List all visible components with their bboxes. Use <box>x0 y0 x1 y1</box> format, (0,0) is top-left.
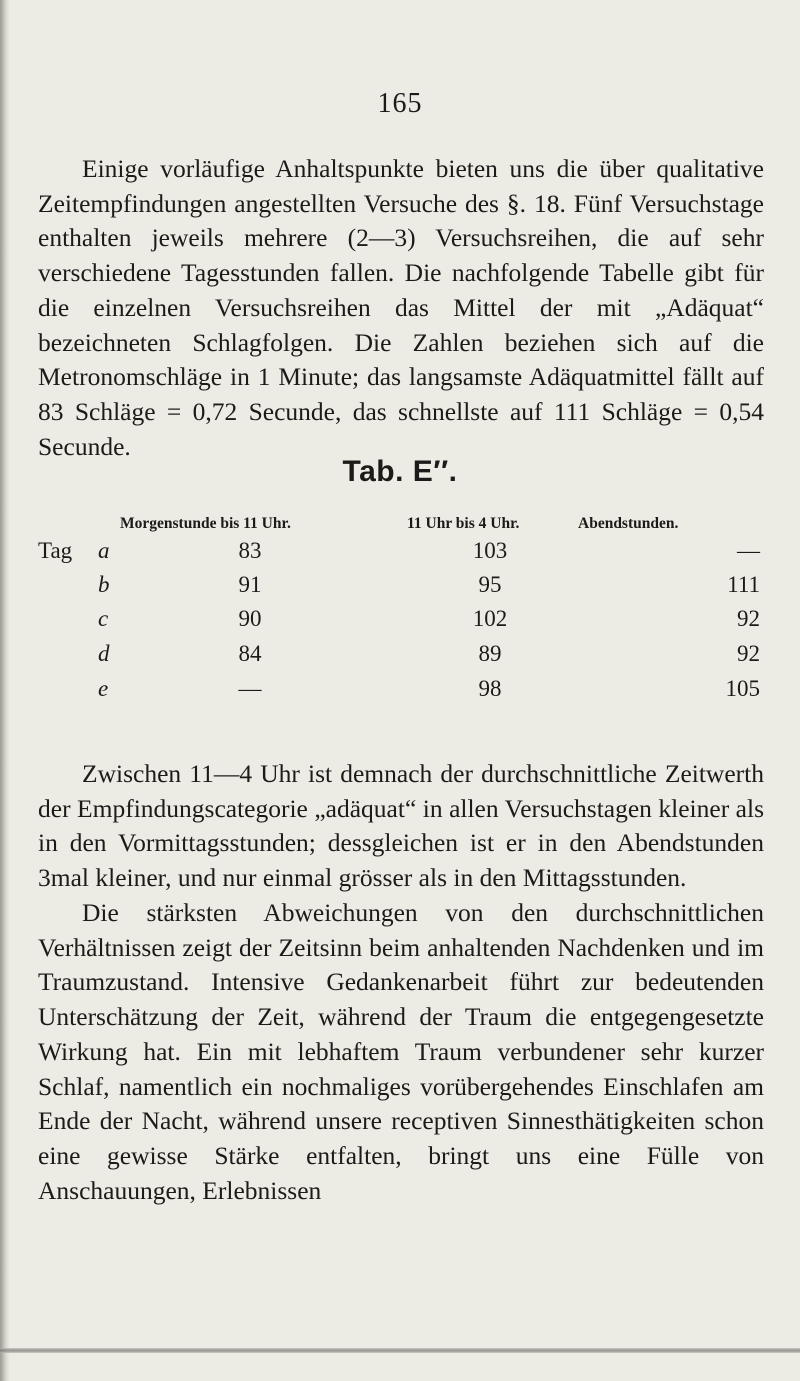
cell-evening: 111 <box>727 572 760 597</box>
row-letter: e <box>98 676 109 701</box>
after-table-paragraph: Zwischen 11—4 Uhr ist demnach der durchschnittliche Zeitwerth der Empfindungscategorie „adäquat“ in allen Versuchstagen kleiner als in den Vormittagsstunden; dessgleichen ist er in den Abendstunden 3mal kleiner, und nur einmal grösser als in den Mittagsstunden. <box>38 759 764 893</box>
row-letter: b <box>98 572 110 597</box>
closing-paragraph: Die stärksten Abweichungen von den durchschnittlichen Verhältnissen zeigt der Zeitsinn beim anhaltenden Nachdenken und im Traumzustand. Intensive Gedankenarbeit führt zur bedeutenden Unterschätzung der Zeit, während der Traum die entgegengesetzte Wirkung hat. Ein mit lebhaftem Traum verbundener sehr kurzer Schlaf, namentlich ein nochmaliges vorübergehendes Einschlafen am Ende der Nacht, während unsere receptiven Sinnesthätigkeiten schon eine gewisse Stärke entfalten, bringt uns eine Fülle von Anschauungen, Erlebnissen <box>38 898 764 1205</box>
table-row <box>0 641 800 671</box>
column-header-evening: Abendstunden. <box>578 515 679 532</box>
row-letter: c <box>98 606 109 631</box>
cell-morning: — <box>238 676 262 701</box>
column-header-midday: 11 Uhr bis 4 Uhr. <box>407 515 520 532</box>
table-row <box>0 538 800 568</box>
intro-paragraph: Einige vorläufige Anhaltspunkte bieten uns die über qualitative Zeitempfindungen angestellten Versuche des §. 18. Fünf Versuchstage enthalten jeweils mehrere (2—3) Versuchsreihen, die auf sehr verschiedene Tagesstunden fallen. Die nachfolgende Tabelle gibt für die einzelnen Versuchsreihen das Mittel der mit „Adäquat“ bezeichneten Schlagfolgen. Die Zahlen beziehen sich auf die Metronomschläge in 1 Minute; das langsamste Adäquatmittel fällt auf 83 Schläge = 0,72 Secunde, das schnellste auf 111 Schläge = 0,54 Secunde. <box>38 154 764 461</box>
table-row <box>0 676 800 706</box>
cell-evening: 105 <box>725 676 760 701</box>
cell-midday: 103 <box>472 538 508 563</box>
row-letter: a <box>98 538 110 563</box>
cell-morning: 84 <box>238 641 262 666</box>
cell-evening: — <box>737 538 760 563</box>
cell-morning: 83 <box>238 538 262 563</box>
row-day-label: Tag <box>38 538 73 563</box>
cell-morning: 91 <box>238 572 262 597</box>
scan-bottom-rule <box>0 1348 800 1353</box>
cell-midday: 98 <box>478 676 502 701</box>
cell-midday: 102 <box>472 606 508 631</box>
cell-evening: 92 <box>737 641 760 666</box>
page-number: 165 <box>377 88 423 119</box>
table-row <box>0 572 800 602</box>
cell-evening: 92 <box>737 606 760 631</box>
row-letter: d <box>98 641 110 666</box>
table-row <box>0 606 800 636</box>
cell-midday: 89 <box>478 641 502 666</box>
column-header-morning: Morgenstunde bis 11 Uhr. <box>120 515 291 532</box>
cell-midday: 95 <box>478 572 502 597</box>
table-title: Tab. E′′. <box>342 455 458 488</box>
cell-morning: 90 <box>238 606 262 631</box>
